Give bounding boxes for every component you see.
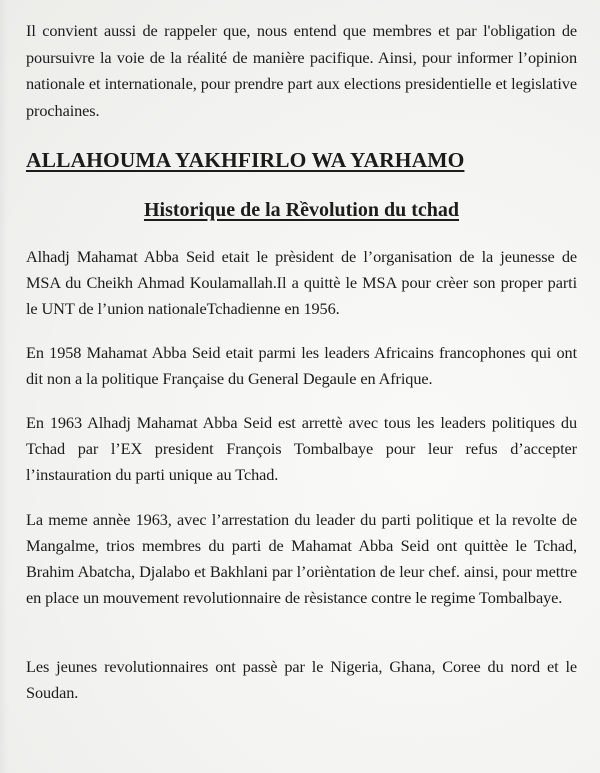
- page-title: ALLAHOUMA YAKHFIRLO WA YARHAMO: [26, 148, 465, 172]
- section-heading: Historique de la Rềvolution du tchad: [143, 199, 460, 221]
- scan-shadow: [0, 0, 8, 773]
- paragraph-2: En 1958 Mahamat Abba Seid etait parmi les leaders Africains francophones qui ont dit non a la politique Française du General Degaule en Afrique.: [26, 343, 577, 388]
- paragraph-4: La meme annèe 1963, avec l’arrestation du leader du parti politique et la revolte de Mangalme, trios membres du parti de Mahamat Abba Seid ont quittèe le Tchad, Brahim Abatcha, Djalabo et Bakhlani par l’orièntation de leur chef. ainsi, pour mettre en place un mouvement revolutionnaire de rèsistance contre le regime Tombalbaye.: [26, 510, 577, 607]
- intro-paragraph: Il convient aussi de rappeler que, nous entend que membres et par l'obligation de poursuivre la voie de la réalité de manière pacifique. Ainsi, pour informer l’opinion nationale et internationale, pour prendre part aux elections presidentielle et legislative prochaines.: [26, 21, 577, 120]
- paragraph-5: Les jeunes revolutionnaires ont passè par le Nigeria, Ghana, Coree du nord et le Soudan.: [26, 657, 577, 702]
- paragraph-1: Alhadj Mahamat Abba Seid etait le prèsident de l’organisation de la jeunesse de MSA du Cheikh Ahmad Koulamallah.Il a quittè le MSA pour crèer son proper parti le UNT de l’union nationaleTchadienne en 1956.: [26, 247, 577, 318]
- paragraph-3: En 1963 Alhadj Mahamat Abba Seid est arrettè avec tous les leaders politiques du Tchad par l’EX president François Tombalbaye pour leur refus d’accepter l’instauration du parti unique au Tchad.: [26, 413, 577, 484]
